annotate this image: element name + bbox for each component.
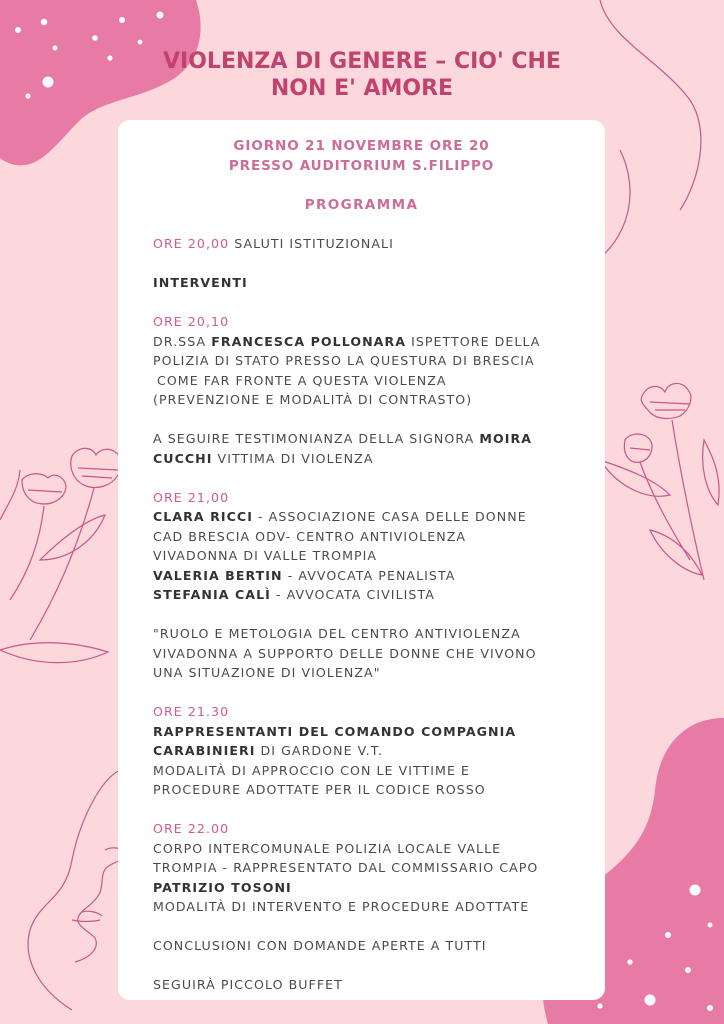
session-4-name: PATRIZIO TOSONI <box>153 879 292 895</box>
event-date: GIORNO 21 NOVEMBRE ORE 20 <box>233 138 490 154</box>
session-2-speaker-2 <box>153 566 593 586</box>
poster-title-line-2: NON E' AMORE <box>270 76 454 101</box>
session-1-speaker <box>153 332 593 352</box>
speaker-prefix: DR.SSA <box>153 333 207 349</box>
speaker-name: FRANCESCA POLLONARA <box>211 333 407 349</box>
session-4-time: ORE 22.00 <box>153 821 230 836</box>
speaker-name: VALERIA BERTIN <box>153 567 283 583</box>
closing-buffet: SEGUIRÀ PICCOLO BUFFET <box>153 977 343 992</box>
speaker-name: CARABINIERI <box>153 743 256 758</box>
session-4-topic: MODALITÀ DI INTERVENTO E PROCEDURE ADOTTATE <box>153 899 530 914</box>
session-2-role-c: VIVADONNA DI VALLE TROMPIA <box>153 548 378 563</box>
line-flower-left <box>0 448 121 662</box>
speaker-role: - ASSOCIAZIONE CASA DELLE DONNE <box>258 509 527 524</box>
follow-end: VITTIMA DI VIOLENZA <box>217 450 374 466</box>
session-1-time: ORE 20,10 <box>153 314 230 329</box>
session-3-topic-b: PROCEDURE ADOTTATE PER IL CODICE ROSSO <box>153 782 486 797</box>
follow-name-b: CUCCHI <box>153 450 213 466</box>
session-2-quote-b: VIVADONNA A SUPPORTO DELLE DONNE CHE VIVONO <box>153 645 537 661</box>
speaker-name: STEFANIA CALÌ <box>153 587 271 602</box>
line-flower-right <box>600 383 719 580</box>
speaker-place: DI GARDONE V.T. <box>260 743 384 758</box>
session-1-topic-b: (PREVENZIONE E MODALITÀ DI CONTRASTO) <box>153 392 473 407</box>
session-4-org-b: TROMPIA - RAPPRESENTATO DAL COMMISSARIO CAPO <box>153 860 539 875</box>
opening-text: SALUTI ISTITUZIONALI <box>234 236 394 251</box>
program-heading: PROGRAMMA <box>304 197 419 213</box>
event-venue: PRESSO AUDITORIUM S.FILIPPO <box>228 158 495 174</box>
closing-conclusions: CONCLUSIONI CON DOMANDE APERTE A TUTTI <box>153 938 487 953</box>
session-2-role-b: CAD BRESCIA ODV- CENTRO ANTIVIOLENZA <box>153 528 467 544</box>
speaker-role: - AVVOCATA PENALISTA <box>287 567 456 583</box>
opening-line <box>153 234 593 254</box>
session-3-topic-a: MODALITÀ DI APPROCCIO CON LE VITTIME E <box>153 762 471 778</box>
session-1-follow <box>153 429 593 449</box>
poster-title <box>150 48 574 102</box>
speaker-role: - AVVOCATA CIVILISTA <box>275 587 435 602</box>
session-1-topic-a: COME FAR FRONTE A QUESTA VIOLENZA <box>157 372 447 388</box>
session-2-time: ORE 21,00 <box>153 489 230 505</box>
opening-time: ORE 20,00 <box>153 236 230 251</box>
session-2-speaker-1 <box>153 507 593 527</box>
poster-title-line-1: VIOLENZA DI GENERE – CIO' CHE <box>163 49 561 74</box>
session-3-name-a: RAPPRESENTANTI DEL COMANDO COMPAGNIA <box>153 723 517 739</box>
event-info <box>118 136 605 176</box>
follow-text: A SEGUIRE TESTIMONIANZA DELLA SIGNORA <box>153 431 475 446</box>
session-2-quote-c: UNA SITUAZIONE DI VIOLENZA" <box>153 665 381 680</box>
session-2-speaker-3 <box>153 585 593 605</box>
session-3-time: ORE 21.30 <box>153 704 230 719</box>
session-1-follow-2 <box>153 449 593 469</box>
program-content <box>153 234 593 995</box>
speaker-role: ISPETTORE DELLA <box>411 333 541 349</box>
follow-name-a: MOIRA <box>479 431 533 446</box>
speaker-name: CLARA RICCI <box>153 509 253 524</box>
session-3-name-line <box>153 741 593 761</box>
session-1-role-line: POLIZIA DI STATO PRESSO LA QUESTURA DI BRESCIA <box>153 353 535 368</box>
session-4-org-a: CORPO INTERCOMUNALE POLIZIA LOCALE VALLE <box>153 840 502 856</box>
session-2-quote-a: "RUOLO E METOLOGIA DEL CENTRO ANTIVIOLENZA <box>153 626 521 641</box>
interventi-label: INTERVENTI <box>153 275 248 290</box>
